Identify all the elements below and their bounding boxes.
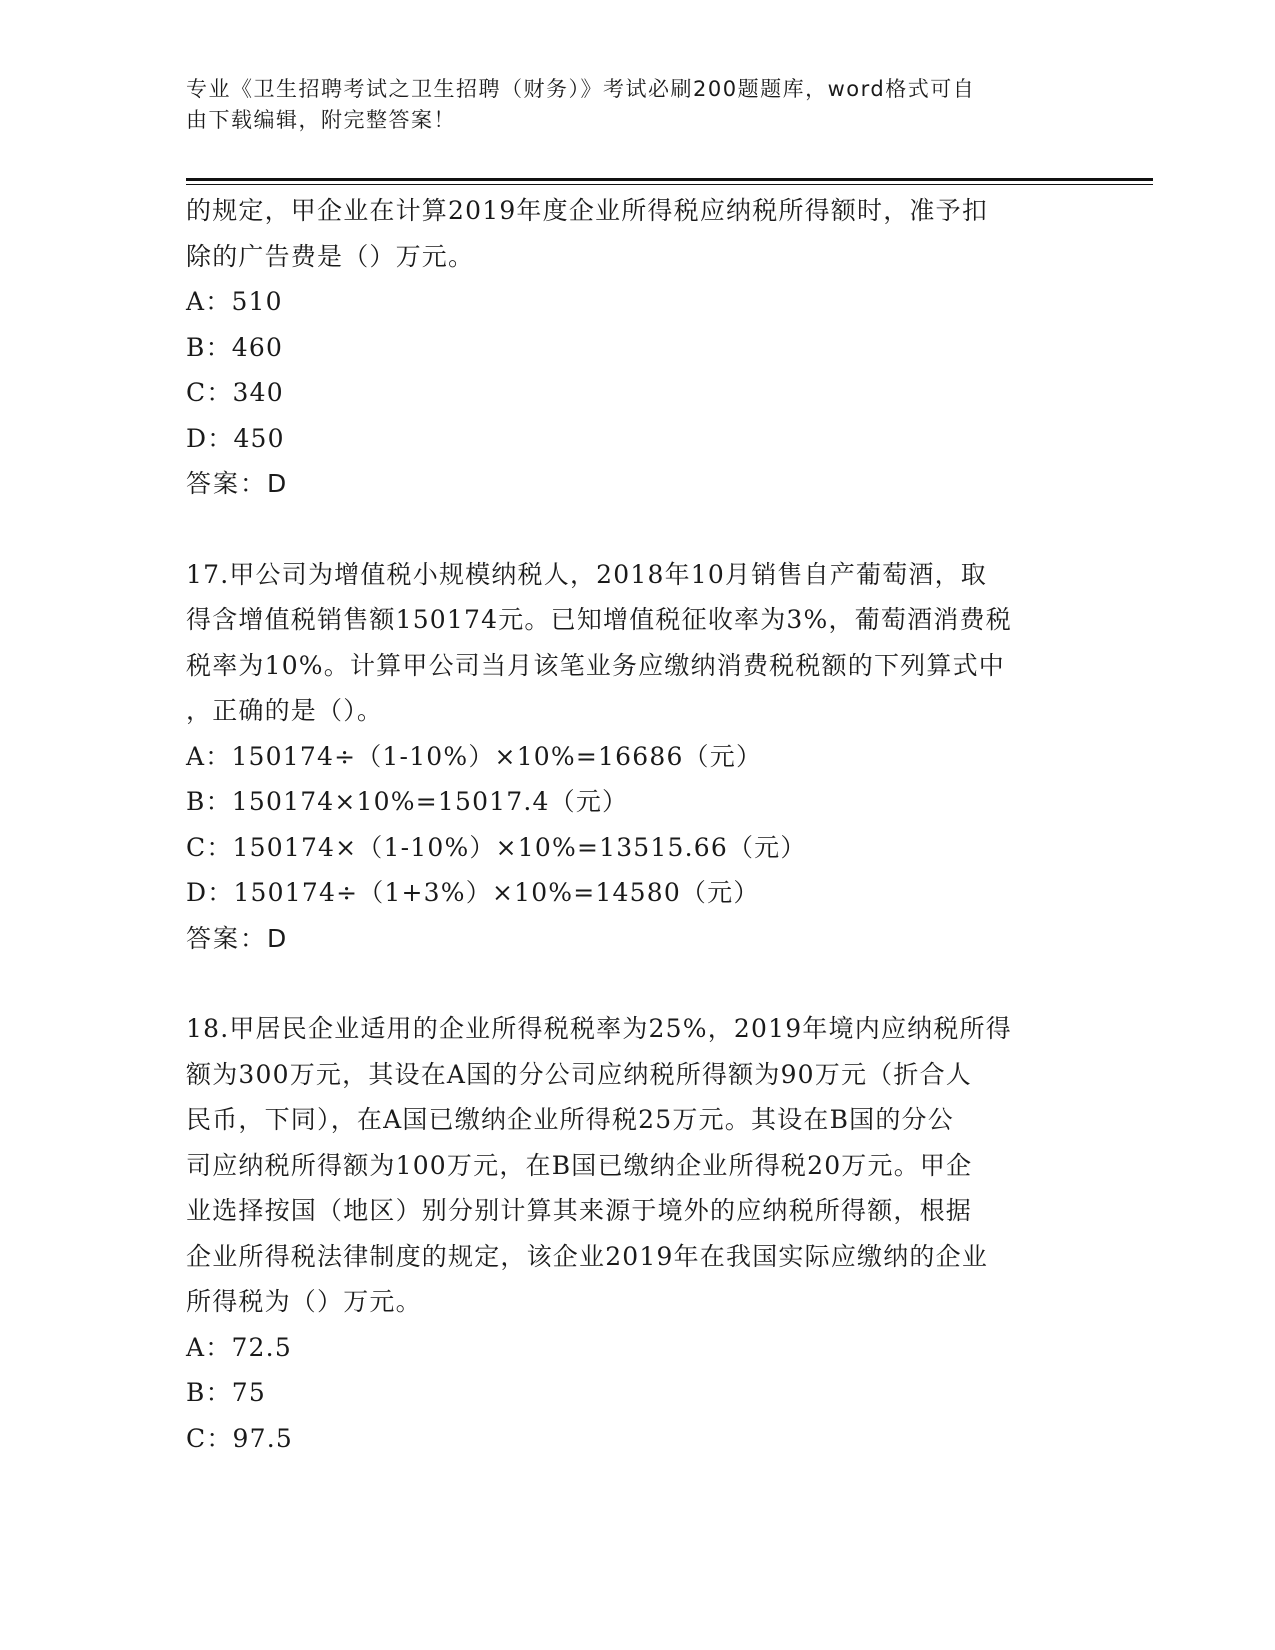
question-spacer [186, 507, 1086, 552]
question-stem-line: 税率为10%。计算甲公司当月该笔业务应缴纳消费税税额的下列算式中 [186, 650, 1005, 680]
option-a: A：510 [186, 287, 283, 316]
option-d: D：150174÷（1+3%）×10%=14580（元） [186, 878, 760, 907]
header-line: 由下载编辑，附完整答案！ [186, 108, 456, 132]
option-a: A：150174÷（1-10%）×10%=16686（元） [186, 741, 763, 771]
question-stem-line: 司应纳税所得额为100万元，在B国已缴纳企业所得税20万元。甲企 [186, 1150, 973, 1180]
option-b: B：150174×10%=15017.4（元） [186, 787, 629, 816]
answer-line: 答案：D [186, 469, 289, 498]
question-17 [186, 552, 1086, 962]
option-d: D：450 [186, 423, 285, 453]
header-divider-thick [186, 178, 1153, 181]
option-b: B：460 [186, 332, 284, 362]
question-list [186, 188, 1086, 1461]
question-stem-line: 企业所得税法律制度的规定，该企业2019年在我国实际应缴纳的企业 [186, 1241, 989, 1271]
question-spacer [186, 961, 1086, 1006]
option-c: C：340 [186, 378, 284, 407]
question-stem-line: 额为300万元，其设在A国的分公司应纳税所得额为90万元（折合人 [186, 1059, 972, 1089]
header-divider-thin [186, 184, 1153, 185]
document-header [186, 74, 1066, 136]
question-stem-line: 得含增值税销售额150174元。已知增值税征收率为3%，葡萄酒消费税 [186, 605, 1012, 634]
question-stem-line: 所得税为（）万元。 [186, 1287, 422, 1316]
option-b: B：75 [186, 1378, 266, 1407]
option-a: A：72.5 [186, 1332, 292, 1362]
question-stem-line: 的规定，甲企业在计算2019年度企业所得税应纳税所得额时，准予扣 [186, 196, 989, 225]
question-stem-line: 除的广告费是（）万元。 [186, 241, 475, 271]
question-16 [186, 188, 1086, 507]
question-stem-line: 业选择按国（地区）别分别计算其来源于境外的应纳税所得额，根据 [186, 1196, 973, 1225]
question-stem-line: ，正确的是（）。 [186, 696, 384, 725]
answer-line: 答案：D [186, 923, 289, 953]
question-18 [186, 1006, 1086, 1461]
option-c: C：150174×（1-10%）×10%=13515.66（元） [186, 832, 807, 862]
question-stem-line: 17.甲公司为增值税小规模纳税人，2018年10月销售自产葡萄酒，取 [186, 559, 987, 589]
question-stem-line: 18.甲居民企业适用的企业所得税税率为25%，2019年境内应纳税所得 [186, 1014, 1012, 1043]
option-c: C：97.5 [186, 1423, 293, 1453]
header-line: 专业《卫生招聘考试之卫生招聘（财务）》考试必刷200题题库，word格式可自 [186, 77, 976, 101]
question-stem-line: 民币，下同），在A国已缴纳企业所得税25万元。其设在B国的分公 [186, 1105, 954, 1134]
